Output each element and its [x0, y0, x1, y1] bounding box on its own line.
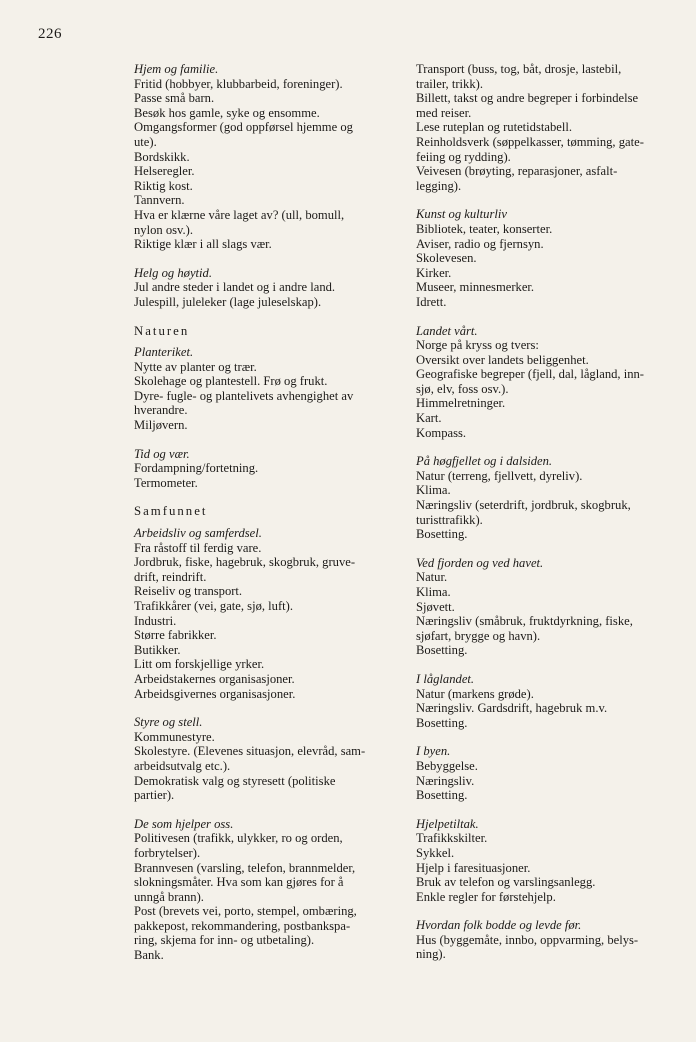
topic-title: Landet vårt.: [416, 323, 478, 338]
topic-section: [134, 817, 392, 963]
topic-line: Julespill, juleleker (lage juleselskap).: [134, 294, 322, 309]
topic-line: Brannvesen (varsling, telefon, brannmelder,: [134, 860, 356, 875]
topic-line: Reinholdsverk (søppelkasser, tømming, gate-: [416, 134, 644, 149]
topic-title: I låglandet.: [416, 671, 475, 686]
topic-line: Miljøvern.: [134, 418, 188, 433]
topic-line: Oversikt over landets beliggenhet.: [416, 352, 589, 367]
topic-title: På høgfjellet og i dalsiden.: [416, 454, 553, 469]
topic-line: Norge på kryss og tvers:: [416, 338, 539, 353]
topic-title: Arbeidsliv og samferdsel.: [134, 526, 262, 541]
topic-line: nylon osv.).: [134, 222, 194, 237]
topic-line: Geografiske begreper (fjell, dal, lågland, inn-: [416, 367, 644, 382]
topic-line: ring, skjema for inn- og utbetaling).: [134, 933, 315, 948]
topic-line: Bordskikk.: [134, 149, 190, 164]
topic-section: [416, 918, 674, 962]
topic-line: Kommunestyre.: [134, 729, 215, 744]
topic-title: Hjelpetiltak.: [416, 816, 479, 831]
topic-line: Omgangsformer (god oppførsel hjemme og: [134, 120, 353, 135]
topic-line: Arbeidsgivernes organisasjoner.: [134, 686, 296, 701]
topic-line: Veivesen (brøyting, reparasjoner, asfalt-: [416, 164, 618, 179]
topic-line: Transport (buss, tog, båt, drosje, lastebil,: [416, 62, 622, 76]
section-heading: Naturen: [134, 323, 190, 338]
topic-line: Idrett.: [416, 294, 447, 309]
topic-title: Hjem og familie.: [134, 62, 219, 76]
topic-title: Helg og høytid.: [134, 265, 212, 280]
topic-line: hverandre.: [134, 403, 188, 418]
topic-line: trailer, trikk).: [416, 76, 483, 91]
topic-title: De som hjelper oss.: [134, 816, 234, 831]
topic-line: Passe små barn.: [134, 91, 215, 106]
topic-line: Næringsliv.: [416, 773, 475, 788]
topic-line: arbeidsutvalg etc.).: [134, 758, 231, 773]
topic-line: Nytte av planter og trær.: [134, 359, 257, 374]
topic-line: Fra råstoff til ferdig vare.: [134, 540, 262, 555]
topic-line: Større fabrikker.: [134, 628, 217, 643]
topic-line: Post (brevets vei, porto, stempel, ombæring,: [134, 904, 357, 919]
topic-line: Fritid (hobbyer, klubbarbeid, foreninger).: [134, 76, 343, 91]
right-column: [416, 62, 674, 976]
topic-line: Bosetting.: [416, 788, 468, 803]
topic-line: Kirker.: [416, 265, 452, 280]
topic-line: sjø, elv, foss osv.).: [416, 381, 509, 396]
topic-line: Hjelp i faresituasjoner.: [416, 860, 531, 875]
topic-line: forbrytelser).: [134, 845, 201, 860]
topic-line: Skolehage og plantestell. Frø og frukt.: [134, 374, 328, 389]
topic-line: Litt om forskjellige yrker.: [134, 657, 265, 672]
topic-line: ute).: [134, 134, 157, 149]
topic-line: Lese ruteplan og rutetidstabell.: [416, 120, 572, 135]
topic-line: drift, reindrift.: [134, 569, 207, 584]
topic-line: slokningsmåter. Hva som kan gjøres for å: [134, 875, 344, 890]
topic-title: Planteriket.: [134, 345, 194, 360]
topic-line: Jordbruk, fiske, hagebruk, skogbruk, gruve-: [134, 555, 356, 570]
topic-line: Riktig kost.: [134, 178, 193, 193]
topic-section: [416, 324, 674, 441]
topic-line: feiing og rydding).: [416, 149, 511, 164]
topic-line: legging).: [416, 178, 462, 193]
topic-line: Industri.: [134, 613, 177, 628]
topic-line: Tannvern.: [134, 193, 185, 208]
topic-line: Næringsliv. Gardsdrift, hagebruk m.v.: [416, 701, 608, 716]
section-heading: Samfunnet: [134, 504, 208, 519]
topic-section: [416, 556, 674, 658]
topic-line: Politivesen (trafikk, ulykker, ro og orden,: [134, 831, 343, 846]
topic-line: Natur.: [416, 570, 448, 585]
topic-line: Trafikkårer (vei, gate, sjø, luft).: [134, 599, 294, 613]
topic-line: Sjøvett.: [416, 599, 455, 614]
topic-line: Himmelretninger.: [416, 396, 506, 411]
topic-title: Styre og stell.: [134, 715, 203, 730]
topic-line: Bank.: [134, 948, 164, 963]
topic-line: partier).: [134, 788, 175, 803]
topic-line: Bosetting.: [416, 527, 468, 542]
topic-line: Næringsliv (småbruk, fruktdyrkning, fiske,: [416, 614, 633, 629]
topic-line: Bruk av telefon og varslingsanlegg.: [416, 875, 596, 890]
topic-title: Kunst og kulturliv: [416, 207, 507, 222]
topic-section: [134, 266, 392, 310]
topic-line: Bebyggelse.: [416, 758, 478, 773]
topic-line: Reiseliv og transport.: [134, 584, 243, 599]
page-number: 226: [38, 26, 62, 42]
topic-line: Butikker.: [134, 642, 181, 657]
topic-line: Sykkel.: [416, 845, 455, 860]
topic-line: Termometer.: [134, 475, 198, 490]
topic-line: Klima.: [416, 483, 451, 498]
topic-line: Natur (terreng, fjellvett, dyreliv).: [416, 468, 583, 483]
topic-section: [134, 447, 392, 491]
topic-title: Hvordan folk bodde og levde før.: [416, 918, 582, 933]
topic-title: I byen.: [416, 744, 451, 759]
topic-line: Jul andre steder i landet og i andre land.: [134, 280, 336, 295]
topic-line: Dyre- fugle- og plantelivets avhengighet av: [134, 388, 354, 403]
topic-section: [416, 744, 674, 802]
topic-title: Ved fjorden og ved havet.: [416, 555, 544, 570]
topic-line: Aviser, radio og fjernsyn.: [416, 236, 544, 251]
topic-section: [134, 345, 392, 433]
topic-title: Tid og vær.: [134, 446, 190, 461]
topic-line: pakkepost, rekommandering, postbankspa-: [134, 918, 351, 933]
topic-line: Fordampning/fortetning.: [134, 461, 259, 476]
topic-line: Kart.: [416, 411, 442, 426]
topic-section: [416, 62, 674, 193]
topic-line: Besøk hos gamle, syke og ensomme.: [134, 105, 320, 120]
topic-line: Natur (markens grøde).: [416, 686, 534, 701]
topic-line: Skolestyre. (Elevenes situasjon, elevråd, sam-: [134, 744, 366, 759]
topic-line: Billett, takst og andre begreper i forbindelse: [416, 91, 639, 106]
topic-section: [416, 672, 674, 730]
topic-line: Næringsliv (seterdrift, jordbruk, skogbruk,: [416, 498, 631, 513]
topic-line: turisttrafikk).: [416, 512, 483, 527]
topic-line: Hus (byggemåte, innbo, oppvarming, belys-: [416, 932, 639, 947]
topic-line: Riktige klær i all slags vær.: [134, 237, 272, 252]
topic-line: med reiser.: [416, 105, 472, 120]
topic-line: Enkle regler for førstehjelp.: [416, 889, 556, 904]
topic-section: [134, 62, 392, 252]
left-column: [134, 62, 392, 977]
topic-line: Bosetting.: [416, 715, 468, 730]
topic-line: unngå brann).: [134, 889, 204, 904]
topic-line: Demokratisk valg og styresett (politiske: [134, 773, 336, 788]
topic-line: Kompass.: [416, 425, 467, 440]
topic-section: [134, 526, 392, 701]
topic-line: Museer, minnesmerker.: [416, 280, 535, 295]
topic-section: [416, 454, 674, 542]
topic-section: [134, 715, 392, 803]
topic-line: Trafikkskilter.: [416, 831, 488, 846]
topic-line: Helseregler.: [134, 164, 195, 179]
topic-line: Bibliotek, teater, konserter.: [416, 221, 553, 236]
topic-section: [416, 817, 674, 905]
topic-line: sjøfart, brygge og havn).: [416, 628, 541, 643]
topic-line: Klima.: [416, 585, 451, 599]
topic-line: Bosetting.: [416, 643, 468, 658]
topic-line: ning).: [416, 947, 446, 962]
topic-line: Skolevesen.: [416, 251, 477, 266]
topic-section: [416, 207, 674, 309]
topic-line: Hva er klærne våre laget av? (ull, bomull,: [134, 207, 345, 222]
topic-line: Arbeidstakernes organisasjoner.: [134, 671, 295, 686]
